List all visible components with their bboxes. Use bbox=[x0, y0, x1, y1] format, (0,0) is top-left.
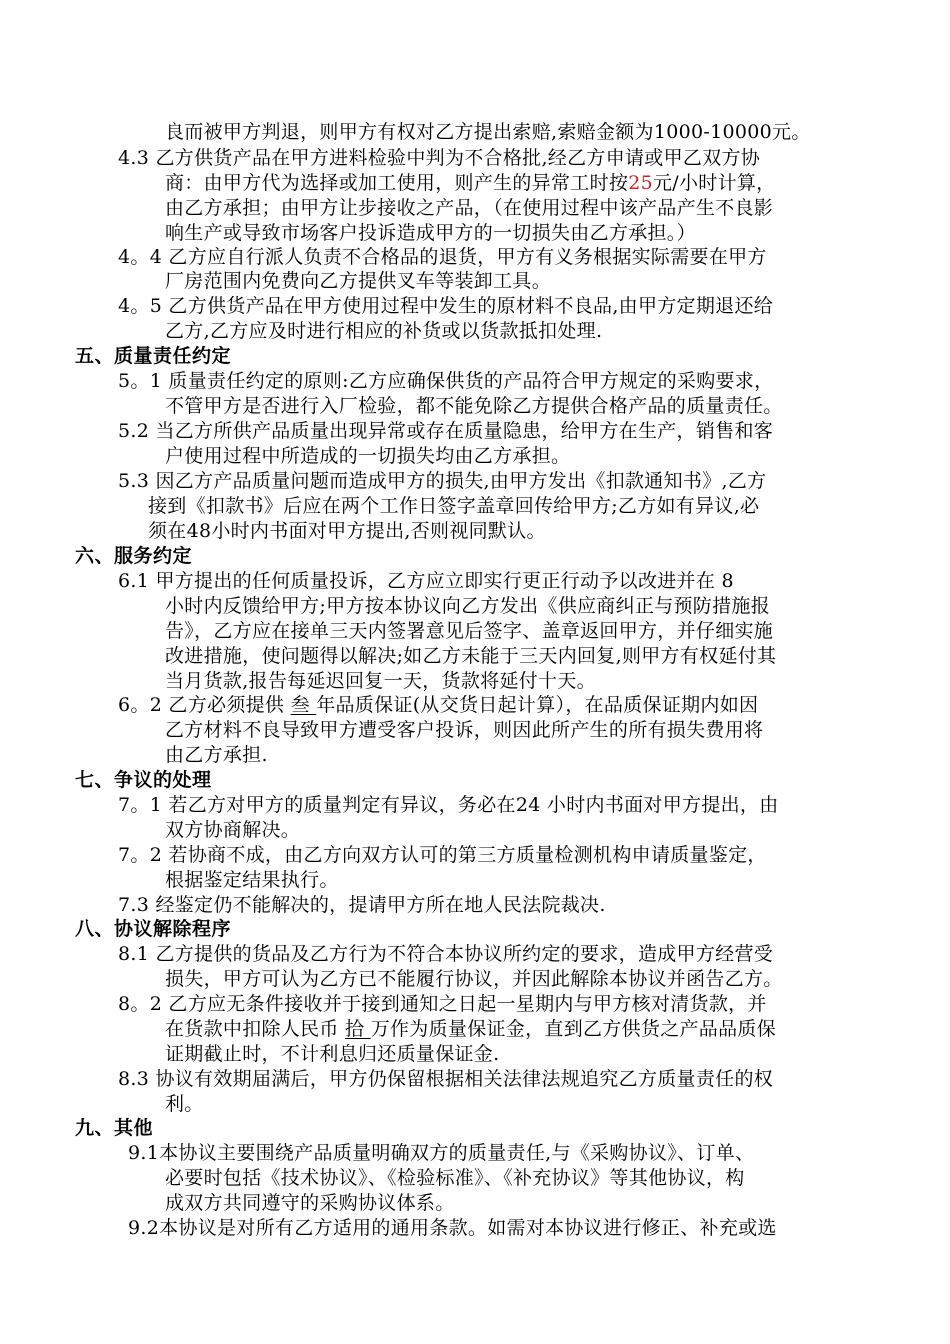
clause-8-2-text-a: 在货款中扣除人民币 bbox=[165, 1018, 346, 1040]
clause-6-1-line-4: 改进措施，使问题得以解决;如乙方未能于三天内回复,则甲方有权延付其 bbox=[165, 645, 777, 667]
section-8-heading: 八、协议解除程序 bbox=[75, 918, 232, 940]
warranty-years-value: 叁 bbox=[290, 694, 317, 716]
clause-5-2-line-2: 户使用过程中所造成的一切损失均由乙方承担。 bbox=[165, 445, 571, 467]
hourly-rate-value: 25 bbox=[628, 172, 653, 194]
clause-4-4-line-2: 厂房范围内免费向乙方提供叉车等装卸工具。 bbox=[165, 270, 552, 292]
clause-6-2-text-b: 年品质保证(从交货日起计算），在品质保证期内如因 bbox=[316, 694, 759, 716]
clause-4-3-line-4: 响生产或导致市场客户投诉造成甲方的一切损失由乙方承担。） bbox=[165, 222, 696, 244]
clause-4-3-text-b: 元/小时计算， bbox=[652, 172, 776, 194]
clause-7-3-line-1: 7.3 经鉴定仍不能解决的，提请甲方所在地人民法院裁决. bbox=[118, 894, 606, 916]
clause-8-2-text-b: 万作为质量保证金，直到乙方供货之产品品质保 bbox=[370, 1018, 776, 1040]
clause-6-2-line-1 bbox=[118, 692, 758, 718]
clause-6-1-line-3: 告》，乙方应在接单三天内签署意见后签字、盖章返回甲方，并仔细实施 bbox=[165, 620, 774, 642]
clause-5-3-line-2: 接到《扣款书》后应在两个工作日签字盖章回传给甲方;乙方如有异议,必 bbox=[148, 495, 760, 517]
clause-5-1-line-2: 不管甲方是否进行入厂检验，都不能免除乙方提供合格产品的质量责任。 bbox=[165, 395, 783, 417]
clause-6-1-line-2: 小时内反馈给甲方;甲方按本协议向乙方发出《供应商纠正与预防措施报 bbox=[165, 595, 771, 617]
section-9-heading: 九、其他 bbox=[75, 1117, 154, 1139]
clause-8-2-line-3: 证期截止时，不计利息归还质量保证金. bbox=[165, 1043, 500, 1065]
clause-6-2-line-2: 乙方材料不良导致甲方遭受客户投诉，则因此所产生的所有损失费用将 bbox=[165, 719, 764, 741]
clause-8-1-line-1: 8.1 乙方提供的货品及乙方行为不符合本协议所约定的要求，造成甲方经营受 bbox=[118, 943, 774, 965]
clause-7-1-line-1: 7。1 若乙方对甲方的质量判定有异议，务必在24 小时内书面对甲方提出，由 bbox=[118, 794, 779, 816]
clause-9-2-line-1: 9.2本协议是对所有乙方适用的通用条款。如需对本协议进行修正、补充或选 bbox=[128, 1217, 777, 1239]
clause-4-5-line-1: 4。5 乙方供货产品在甲方使用过程中发生的原材料不良品,由甲方定期退还给 bbox=[118, 295, 774, 317]
deposit-amount-value: 拾 bbox=[345, 1018, 371, 1040]
clause-8-3-line-1: 8.3 协议有效期届满后，甲方仍保留根据相关法律法规追究乙方质量责任的权 bbox=[118, 1068, 774, 1090]
clause-4-3-text-a: 商：由甲方代为选择或加工使用，则产生的异常工时按 bbox=[165, 172, 629, 194]
clause-4-2-line-1: 良而被甲方判退，则甲方有权对乙方提出索赔,索赔金额为1000-10000元。 bbox=[165, 121, 811, 143]
clause-4-4-line-1: 4。4 乙方应自行派人负责不合格品的退货，甲方有义务根据实际需要在甲方 bbox=[118, 246, 767, 268]
section-6-heading: 六、服务约定 bbox=[75, 545, 193, 567]
clause-4-3-line-1: 4.3 乙方供货产品在甲方进料检验中判为不合格批,经乙方申请或甲乙双方协 bbox=[118, 147, 761, 169]
clause-9-1-line-3: 成双方共同遵守的采购协议体系。 bbox=[165, 1192, 455, 1214]
clause-5-2-line-1: 5.2 当乙方所供产品质量出现异常或存在质量隐患，给甲方在生产，销售和客 bbox=[118, 420, 774, 442]
clause-6-2-text-a: 6。2 乙方必须提供 bbox=[118, 694, 291, 716]
clause-6-2-line-3: 由乙方承担. bbox=[165, 744, 268, 766]
clause-6-1-line-5: 当月货款,报告每延迟回复一天，货款将延付十天。 bbox=[165, 670, 596, 692]
clause-8-2-line-1: 8。2 乙方应无条件接收并于接到通知之日起一星期内与甲方核对清货款，并 bbox=[118, 993, 767, 1015]
clause-8-3-line-2: 利。 bbox=[165, 1093, 204, 1115]
clause-9-1-line-2: 必要时包括《技术协议》、《检验标准》、《补充协议》等其他协议，构 bbox=[165, 1167, 745, 1189]
clause-4-3-line-3: 由乙方承担；由甲方让步接收之产品，（在使用过程中该产品产生不良影 bbox=[165, 197, 774, 219]
clause-5-3-line-1: 5.3 因乙方产品质量问题而造成甲方的损失,由甲方发出《扣款通知书》,乙方 bbox=[118, 470, 767, 492]
section-7-heading: 七、争议的处理 bbox=[75, 769, 212, 791]
clause-8-1-line-2: 损失，甲方可认为乙方已不能履行协议，并因此解除本协议并函告乙方。 bbox=[165, 968, 783, 990]
clause-7-2-line-1: 7。2 若协商不成，由乙方向双方认可的第三方质量检测机构申请质量鉴定， bbox=[118, 844, 767, 866]
clause-4-5-line-2: 乙方,乙方应及时进行相应的补货或以货款抵扣处理. bbox=[165, 320, 603, 342]
clause-5-3-line-3: 须在48小时内书面对甲方提出,否则视同默认。 bbox=[148, 520, 546, 542]
clause-7-1-line-2: 双方协商解决。 bbox=[165, 819, 301, 841]
clause-8-2-line-2 bbox=[165, 1016, 776, 1042]
section-5-heading: 五、质量责任约定 bbox=[75, 345, 232, 367]
clause-9-1-line-1: 9.1本协议主要围绕产品质量明确双方的质量责任,与《采购协议》、订单、 bbox=[128, 1142, 755, 1164]
clause-4-3-line-2 bbox=[165, 170, 776, 196]
clause-7-2-line-2: 根据鉴定结果执行。 bbox=[165, 869, 339, 891]
clause-6-1-line-1: 6.1 甲方提出的任何质量投诉，乙方应立即实行更正行动予以改进并在 8 bbox=[118, 570, 734, 592]
clause-5-1-line-1: 5。1 质量责任约定的原则:乙方应确保供货的产品符合甲方规定的采购要求， bbox=[118, 370, 774, 392]
